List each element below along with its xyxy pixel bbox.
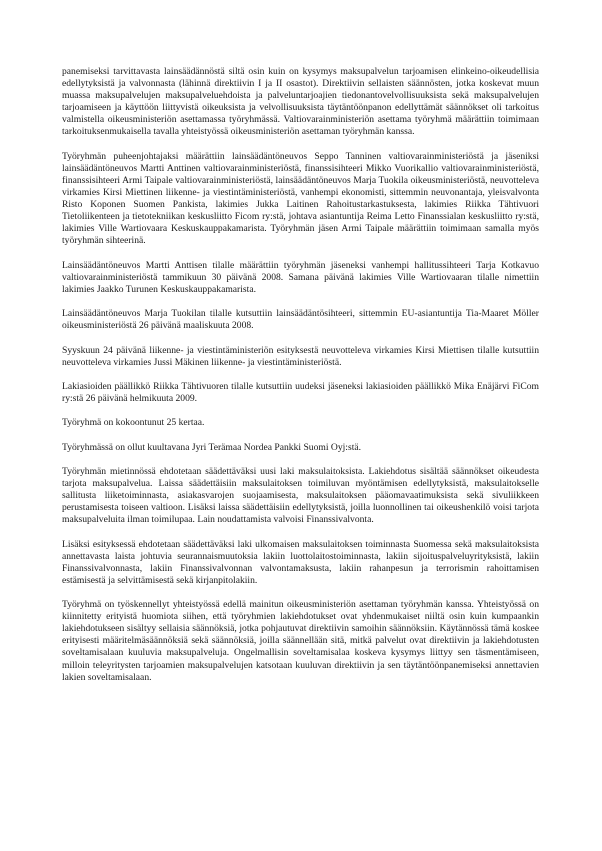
paragraph-proposal-summary: Työryhmän mietinnössä ehdotetaan säädettäväksi uusi laki maksulaitoksista. Lakiehdotus sisältää säännökset oikeudesta tarjota maksupalvelua. Laissa säädettäisiin maksulaitoksen toimiluvan myöntämisen edellytyksistä, maksulaitokselle sallitusta liiketoiminnasta, asiakasvarojen suojaamisesta, maksulaitoksen pääomavaatimuksista sekä sivuliikkeen perustamisesta toiseen valtioon. Lisäksi laissa säädettäisiin edellytyksistä, joilla luonnollinen tai oikeushenkilö voisi tarjota maksupalveluita ilman toimilupaa. Lain noudattamista valvoisi Finanssivalvonta. xyxy=(62,465,539,526)
paragraph-related-amendments: Lisäksi esityksessä ehdotetaan säädettäväksi laki ulkomaisen maksulaitoksen toiminnasta Suomessa sekä maksulaitoksista annettavasta laista johtuvia seurannaismuutoksia lakiin luottolaitostoiminnasta, lakiin sijoituspalveluyrityksistä, lakiin Finanssivalvonnasta, lakiin Finanssivalvonnan valvontamaksusta, lakiin rahanpesun ja terrorismin rahoittamisen estämisestä ja selvittämisestä sekä kirjanpitolakiin. xyxy=(62,538,539,586)
paragraph-cooperation: Työryhmä on työskennellyt yhteistyössä edellä mainitun oikeusministeriön asettaman työryhmän kanssa. Yhteistyössä on kiinnitetty erityistä huomiota siihen, että työryhmien lakiehdotukset ovat yhdenmukaiset niiltä osin kuin kumpaankin lakiehdotukseen sisältyy sellaisia säännöksiä, jotka pohjautuvat direktiivin samoihin säännöksiin. Käytännössä tämä koskee erityisesti määritelmäsäännöksiä sekä säännöksiä, joilla säännellään sitä, mitkä palvelut ovat direktiivin ja lakiehdotusten soveltamisalaan kuuluvia maksupalveluja. Ongelmallisin soveltamisalaa koskeva kysymys liittyy sen täsmentämiseen, milloin teleyritysten tarjoamien maksupalvelujen katsotaan kuuluvan direktiivin ja sen täytäntöönpanemiseksi annettavien lakien soveltamisalaan. xyxy=(62,599,539,683)
paragraph-tahtivuori-replacement: Lakiasioiden päällikkö Riikka Tähtivuoren tilalle kutsuttiin uudeksi jäseneksi lakiasioiden päällikkö Mika Enäjärvi FiCom ry:stä 26 päivänä helmikuuta 2009. xyxy=(62,380,539,404)
paragraph-anttinen-replacement: Lainsäädäntöneuvos Martti Anttisen tilalle määrättiin työryhmän jäseneksi vanhempi hallitussihteeri Tarja Kotkavuo valtiovarainministeriöstä tammikuun 30 päivänä 2008. Samana päivänä lakimies Ville Wartiovaaran tilalle nimettiin lakimies Jaakko Turunen Keskuskauppakamarista. xyxy=(62,259,539,295)
paragraph-heard-experts: Työryhmässä on ollut kuultavana Jyri Terämaa Nordea Pankki Suomi Oyj:stä. xyxy=(62,441,362,453)
paragraph-miettinen-replacement: Syyskuun 24 päivänä liikenne- ja viestintäministeriön esityksestä neuvotteleva virkamies Kirsi Miettisen tilalle kutsuttiin neuvotteleva virkamies Jussi Mäkinen liikenne- ja viestintäministeriöstä. xyxy=(62,344,539,368)
paragraph-tuokila-replacement: Lainsäädäntöneuvos Marja Tuokilan tilalle kutsuttiin lainsäädäntösihteeri, sittemmin EU-asiantuntija Tia-Maaret Möller oikeusministeriöstä 26 päivänä maaliskuuta 2008. xyxy=(62,308,539,332)
paragraph-directive-scope: panemiseksi tarvittavasta lainsäädännöstä siltä osin kuin on kysymys maksupalvelun tarjoamisen elinkeino-oikeudellisia edellytyksistä ja valvonnasta (lähinnä direktiivin I ja II osastot). Direktiivin sellaisten säännösten, jotka koskevat muun muassa maksupalvelujen maksupalveluehdoista ja palveluntarjoajien tiedonantovelvollisuuksista sekä maksupalvelujen tarjoamiseen ja käyttöön liittyvistä oikeuksista ja velvollisuuksista täytäntöönpanon edellyttämät säännökset oli tarkoitus valmistella oikeusministeriön asettamassa työryhmässä. Valtiovarainministeriön asettama työryhmä määrättiin toimimaan tarkoituksenmukaisella tavalla yhteistyössä oikeusministeriön asettaman työryhmän kanssa. xyxy=(62,66,539,138)
paragraph-working-group-members: Työryhmän puheenjohtajaksi määrättiin lainsäädäntöneuvos Seppo Tanninen valtiovarainministeriöstä ja jäseniksi lainsäädäntöneuvos Martti Anttinen valtiovarainministeriöstä, finanssisihteeri Mikko Vuorikallio valtiovarainministeriöstä, finanssisihteeri Armi Taipale valtiovarainministeriöstä, lainsäädäntöneuvos Marja Tuokila oikeusministeriöstä, neuvotteleva virkamies Kirsi Miettinen liikenne- ja viestintäministeriöstä, vanhempi ekonomisti, sittemmin neuvonantaja, yleisvalvonta Risto Koponen Suomen Pankista, lakimies Jukka Laitinen Rahoitustarkastuksesta, lakimies Riikka Tähtivuori Tietoliikenteen ja tietotekniikan keskusliitto Ficom ry:stä, johtava asiantuntija Reima Letto Finanssialan keskusliitto ry:stä, lakimies Ville Wartiovaara Keskuskauppakamarista. Työryhmän jäsen Armi Taipale määrättiin toimimaan samalla myös työryhmän sihteerinä. xyxy=(62,150,539,247)
document-page xyxy=(62,66,539,696)
paragraph-meetings-count: Työryhmä on kokoontunut 25 kertaa. xyxy=(62,417,205,429)
